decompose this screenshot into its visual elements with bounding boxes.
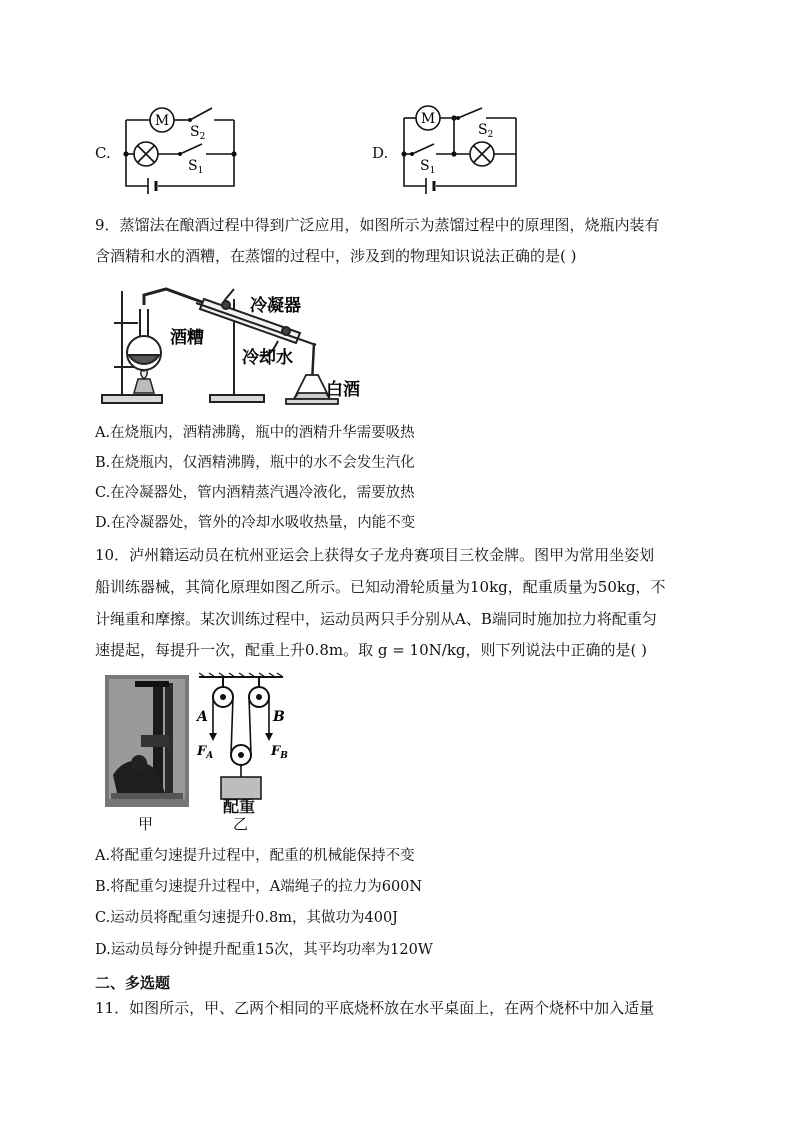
q10-option-d: D.运动员每分钟提升配重15次，其平均功率为120W xyxy=(95,942,433,958)
lamp-icon xyxy=(134,142,158,166)
switch-s2-subscript: 2 xyxy=(487,130,494,140)
force-b-label: F xyxy=(271,744,281,759)
option-d-label: D. xyxy=(372,144,389,162)
q9-stem-line2: 含酒精和水的酒糟，在蒸馏的过程中，涉及到的物理知识说法正确的是( ) xyxy=(95,247,577,265)
option-c-label: C. xyxy=(95,144,111,162)
liquor-label: 白酒 xyxy=(326,380,360,400)
figure-jia-label: 甲 xyxy=(138,815,154,833)
q9-option-d: D.在冷凝器处，管外的冷却水吸收热量，内能不变 xyxy=(95,515,416,531)
weight-label: 配重 xyxy=(223,797,256,816)
motor-label: M xyxy=(154,113,170,129)
lamp-icon xyxy=(470,142,494,166)
mash-label: 酒糟 xyxy=(170,328,204,348)
motor-label: M xyxy=(420,111,436,127)
switch-s2-label: S xyxy=(478,122,488,138)
cooling-water-label: 冷却水 xyxy=(242,348,293,368)
force-b-subscript: B xyxy=(280,751,288,761)
q9-option-c: C.在冷凝器处，管内酒精蒸汽遇冷液化，需要放热 xyxy=(95,485,415,501)
q10-option-a: A.将配重匀速提升过程中，配重的机械能保持不变 xyxy=(95,848,415,864)
q9-option-b: B.在烧瓶内，仅酒精沸腾，瓶中的水不会发生汽化 xyxy=(95,455,415,471)
svg-text:S1 xyxy=(188,158,203,176)
section-title: 二、多选题 xyxy=(95,974,171,992)
svg-text:S1 xyxy=(420,158,435,176)
switch-s1-subscript: 1 xyxy=(197,166,204,176)
training-machine-photo xyxy=(105,675,189,807)
q10-stem-line1: 10．泸州籍运动员在杭州亚运会上获得女子龙舟赛项目三枚金牌。图甲为常用坐姿划 xyxy=(95,546,655,564)
switch-s1-label: S xyxy=(420,158,430,174)
switch-s1-subscript: 1 xyxy=(429,166,436,176)
switch-s2-label: S xyxy=(190,124,200,140)
q10-option-c: C.运动员将配重匀速提升0.8m，其做功为400J xyxy=(95,910,398,926)
q9-stem-line1: 9．蒸馏法在酿酒过程中得到广泛应用，如图所示为蒸馏过程中的原理图，烧瓶内装有 xyxy=(95,216,660,234)
svg-text:S2 xyxy=(478,122,493,140)
circuit-diagram-d xyxy=(398,100,522,192)
q10-stem-line4: 速提起，每提升一次，配重上升0.8m。取 g = 10N/kg，则下列说法中正确的是( ) xyxy=(95,641,647,659)
svg-text:FA xyxy=(196,744,213,761)
q11-stem-line1: 11．如图所示，甲、乙两个相同的平底烧杯放在水平桌面上，在两个烧杯中加入适量 xyxy=(95,999,655,1017)
circuit-diagram-c xyxy=(120,100,240,192)
end-b-label: B xyxy=(273,709,285,725)
q10-stem-line2: 船训练器械，其简化原理如图乙所示。已知动滑轮质量为10kg，配重质量为50kg，不 xyxy=(95,578,666,596)
q10-stem-line3: 计绳重和摩擦。某次训练过程中，运动员两只手分别从A、B端同时施加拉力将配重匀 xyxy=(95,610,657,628)
switch-s2-subscript: 2 xyxy=(199,132,206,142)
svg-text:S2 xyxy=(190,124,205,142)
force-a-subscript: A xyxy=(206,751,214,761)
q9-option-a: A.在烧瓶内，酒精沸腾，瓶中的酒精升华需要吸热 xyxy=(95,425,415,441)
condenser-label: 冷凝器 xyxy=(250,296,301,316)
q10-option-b: B.将配重匀速提升过程中，A端绳子的拉力为600N xyxy=(95,879,423,895)
force-a-label: F xyxy=(197,744,207,759)
pulley-diagram xyxy=(195,673,287,813)
end-a-label: A xyxy=(197,709,208,725)
distillation-figure xyxy=(100,283,370,408)
svg-text:FB xyxy=(270,744,288,761)
switch-s1-label: S xyxy=(188,158,198,174)
figure-yi-label: 乙 xyxy=(233,815,249,833)
